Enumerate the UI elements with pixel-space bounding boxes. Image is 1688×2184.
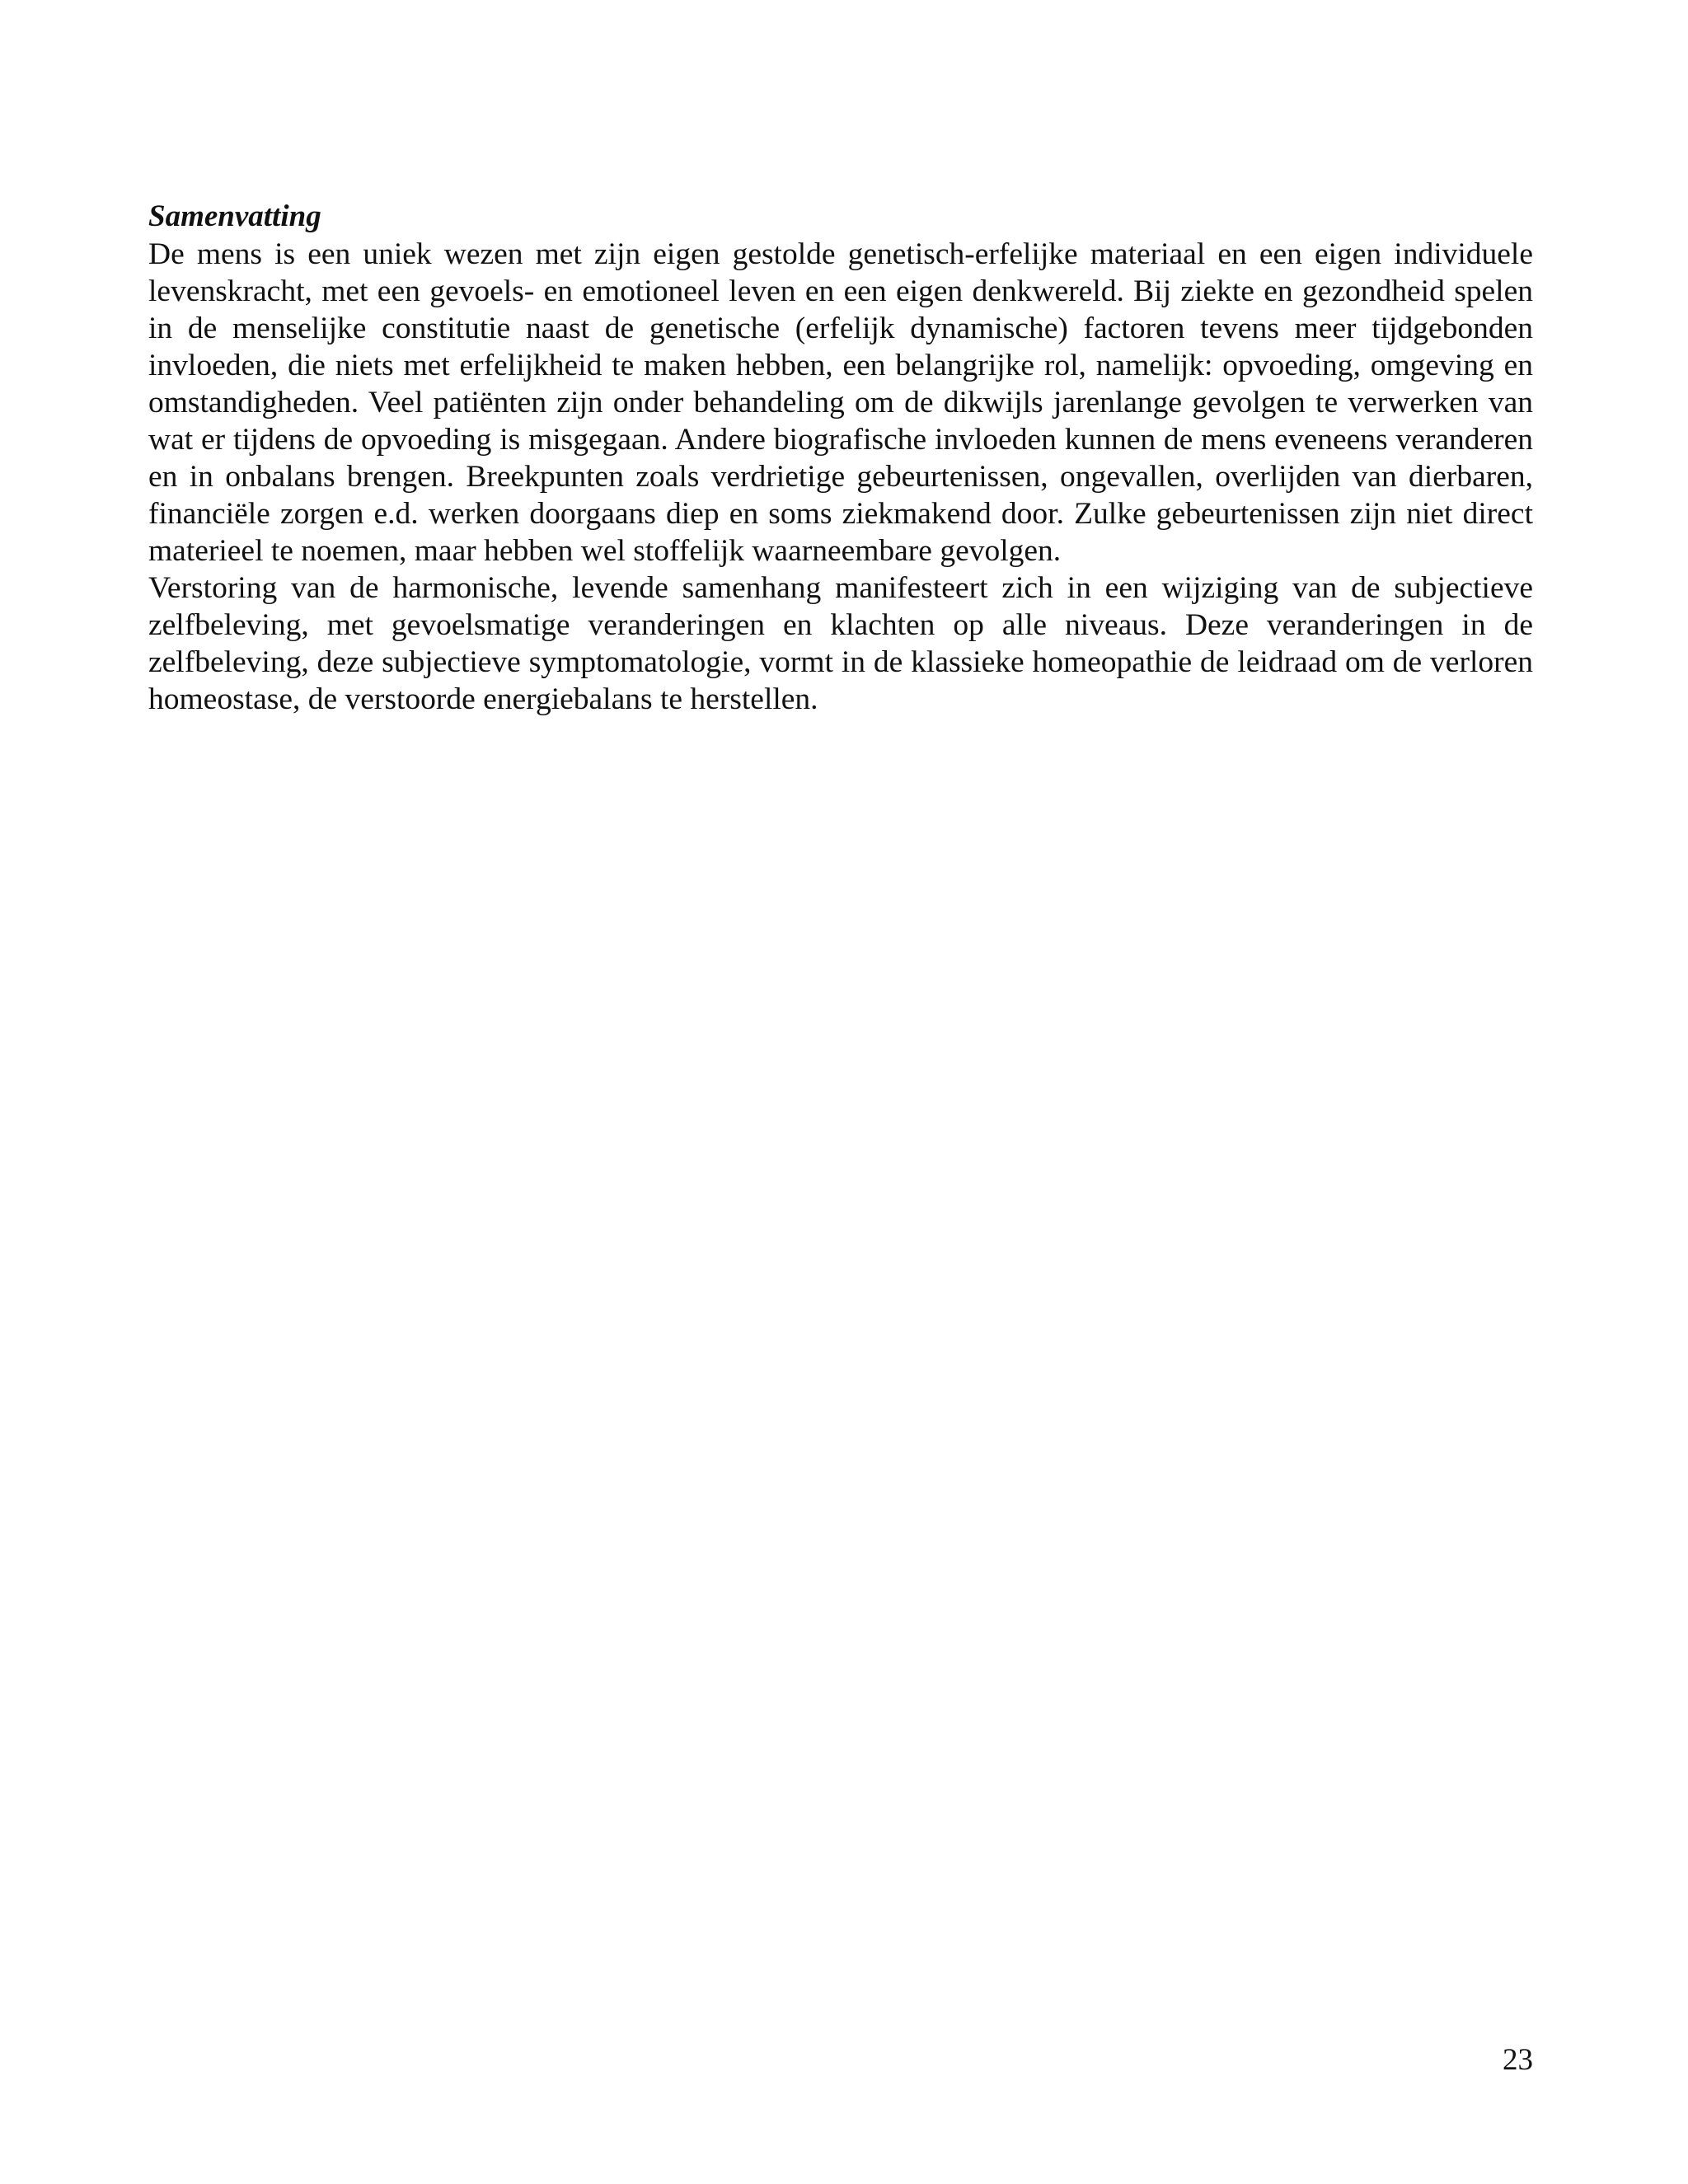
- paragraph-1: De mens is een uniek wezen met zijn eigen gestolde genetisch-erfelijke materiaal en een eigen individuele levenskracht, met een gevoels- en emotioneel leven en een eigen denkwereld. Bij ziekte en gezondheid spelen in de menselijke constitutie naast de genetische (erfelijk dynamische) factoren tevens meer tijdgebonden invloeden, die niets met erfelijkheid te maken hebben, een belangrijke rol, namelijk: opvoeding, omgeving en omstandigheden. Veel patiënten zijn onder behandeling om de dikwijls jarenlange gevolgen te verwerken van wat er tijdens de opvoeding is misgegaan. Andere biografische invloeden kunnen de mens eveneens veranderen en in onbalans brengen. Breekpunten zoals verdrietige gebeurtenissen, ongevallen, overlijden van dierbaren, financiële zorgen e.d. werken doorgaans diep en soms ziekmakend door. Zulke gebeurtenissen zijn niet direct materieel te noemen, maar hebben wel stoffelijk waarneembare gevolgen.: [148, 237, 1533, 568]
- page-content: [148, 198, 1533, 718]
- paragraph-2: Verstoring van de harmonische, levende samenhang manifesteert zich in een wijziging van de subjectieve zelfbeleving, met gevoelsmatige veranderingen en klachten op alle niveaus. Deze veranderingen in de zelfbeleving, deze subjectieve symptomatologie, vormt in de klassieke homeopathie de leidraad om de verloren homeostase, de verstoorde energiebalans te herstellen.: [148, 571, 1533, 716]
- section-heading: Samenvatting: [148, 199, 321, 233]
- page-number: 23: [1503, 2043, 1533, 2077]
